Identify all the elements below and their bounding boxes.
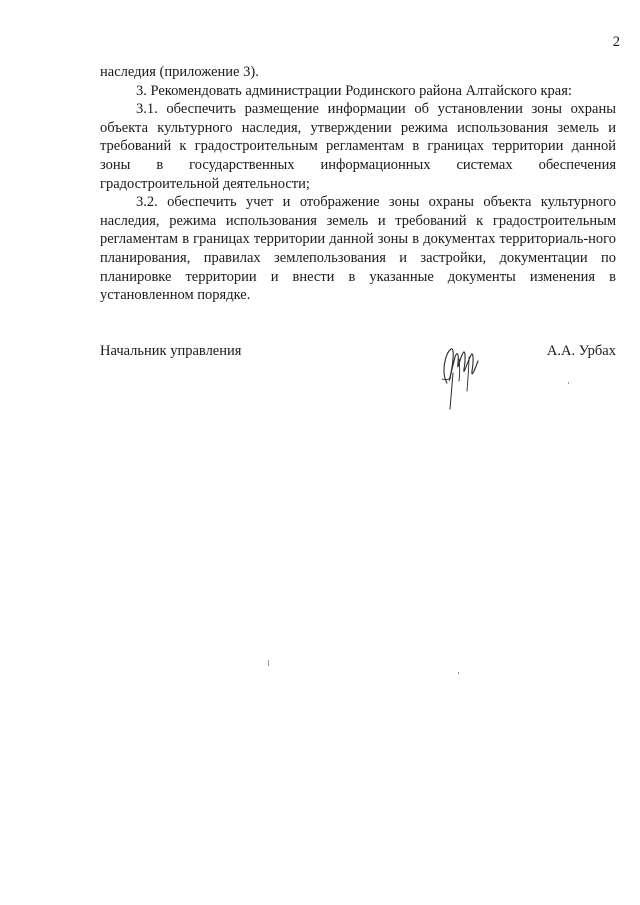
signature-block [100,343,616,413]
scan-speck [268,660,269,666]
scan-speck [458,672,459,674]
paragraph-item-3-1: 3.1. обеспечить размещение информации об установлении зоны охраны объекта культурного наследия, утверждении режима использования земель и требований к градостроительным регламентам в границах территории данной зоны в государственных информационных системах обеспечения градостроительной деятельности; [100,101,616,192]
paragraph-item-3: 3. Рекомендовать администрации Родинского района Алтайского края: [136,82,572,99]
paragraph-continuation: наследия (приложение 3). [100,64,259,80]
document-body [100,63,616,305]
paragraph-item-3-2: 3.2. обеспечить учет и отображение зоны охраны объекта культурного наследия, режима использования земель и требований к градостроительным регламентам в границах территории данной зоны в документах территориаль-ного планирования, правилах землепользования и застройки, документации по планировке территории и внести в указанные документы изменения в установленном порядке. [100,194,616,304]
handwritten-signature [433,343,493,413]
position-title: Начальник управления [100,343,242,359]
scan-speck [568,382,569,384]
page-number: 2 [612,34,620,50]
signer-name: А.А. Урбах [546,343,616,359]
